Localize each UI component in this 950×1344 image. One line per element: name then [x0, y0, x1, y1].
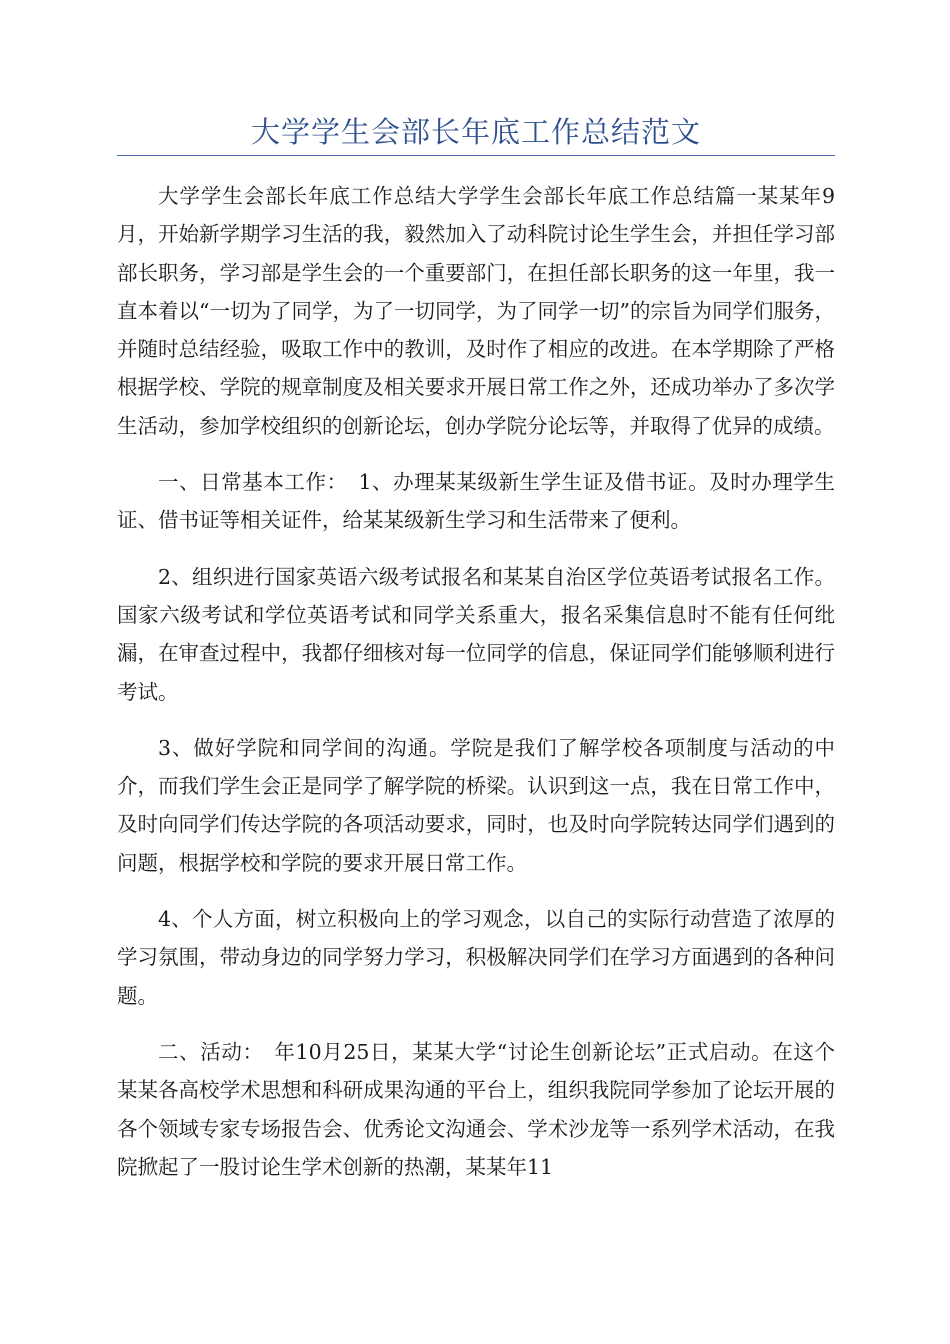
- paragraph-activities: 二、活动： 年10月25日，某某大学“讨论生创新论坛”正式启动。在这个某某各高校学术思想和科研成果沟通的平台上，组织我院同学参加了论坛开展的各个领域专家专场报告会、优秀论文沟通会、学术沙龙等一系列学术活动，在我院掀起了一股讨论生学术创新的热潮，某某年11: [117, 1039, 835, 1179]
- document-body: [117, 177, 835, 1204]
- paragraph-daily-work: 一、日常基本工作： 1、办理某某级新生学生证及借书证。及时办理学生证、借书证等相关证件，给某某级新生学习和生活带来了便利。: [117, 470, 835, 533]
- title-underline: [117, 155, 835, 156]
- document-title: 大学学生会部长年底工作总结范文: [250, 115, 701, 149]
- paragraph-personal: 4、个人方面，树立积极向上的学习观念，以自己的实际行动营造了浓厚的学习氛围，带动身边的同学努力学习，积极解决同学们在学习方面遇到的各种问题。: [117, 907, 835, 1008]
- paragraph-exam-registration: 2、组织进行国家英语六级考试报名和某某自治区学位英语考试报名工作。国家六级考试和学位英语考试和同学关系重大，报名采集信息时不能有任何纰漏，在审查过程中，我都仔细核对每一位同学的信息，保证同学们能够顺利进行考试。: [117, 564, 835, 704]
- paragraph-intro: 大学学生会部长年底工作总结大学学生会部长年底工作总结篇一某某年9月，开始新学期学习生活的我，毅然加入了动科院讨论生学生会，并担任学习部部长职务，学习部是学生会的一个重要部门，在担任部长职务的这一年里，我一直本着以“一切为了同学，为了一切同学，为了同学一切”的宗旨为同学们服务，并随时总结经验，吸取工作中的教训，及时作了相应的改进。在本学期除了严格根据学校、学院的规章制度及相关要求开展日常工作之外，还成功举办了多次学生活动，参加学校组织的创新论坛，创办学院分论坛等，并取得了优异的成绩。: [117, 184, 835, 438]
- paragraph-communication: 3、做好学院和同学间的沟通。学院是我们了解学校各项制度与活动的中介，而我们学生会正是同学了解学院的桥梁。认识到这一点，我在日常工作中，及时向同学们传达学院的各项活动要求，同时，也及时向学院转达同学们遇到的问题，根据学校和学院的要求开展日常工作。: [117, 735, 835, 875]
